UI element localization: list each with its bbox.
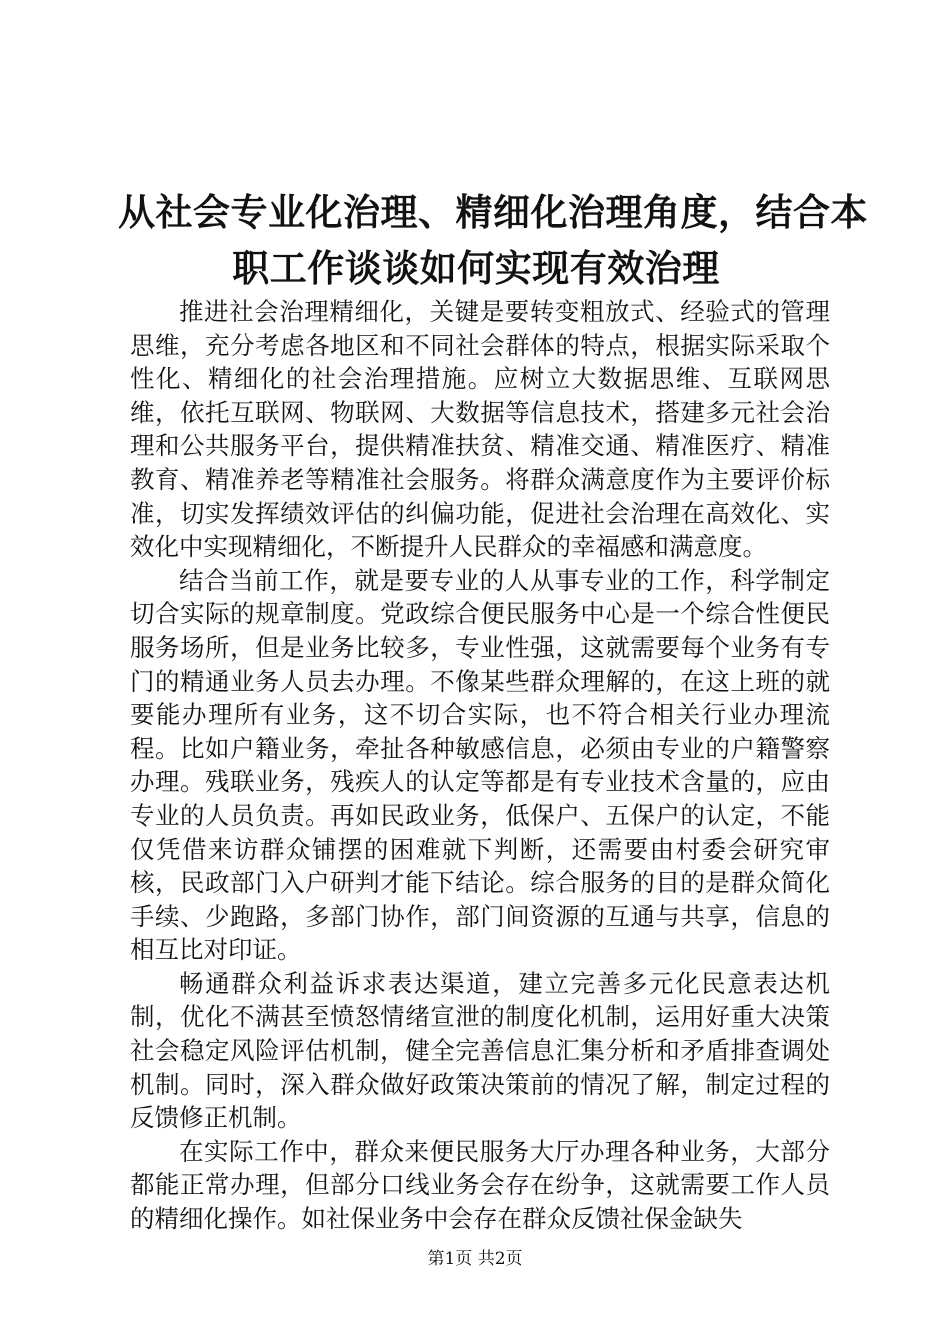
document-title [118, 184, 868, 296]
paragraph: 畅通群众利益诉求表达渠道，建立完善多元化民意表达机制，优化不满甚至愤怒情绪宣泄的制度化机制，运用好重大决策社会稳定风险评估机制，健全完善信息汇集分析和矛盾排查调处机制。同时，深入群众做好政策决策前的情况了解，制定过程的反馈修正机制。 [130, 968, 830, 1133]
page-footer: 第1页 共2页 [427, 1249, 523, 1269]
paragraph: 在实际工作中，群众来便民服务大厅办理各种业务，大部分都能正常办理，但部分口线业务会存在纷争，这就需要工作人员的精细化操作。如社保业务中会存在群众反馈社保金缺失 [130, 1136, 830, 1234]
document-body [130, 295, 830, 1236]
paragraph: 推进社会治理精细化，关键是要转变粗放式、经验式的管理思维，充分考虑各地区和不同社会群体的特点，根据实际采取个性化、精细化的社会治理措施。应树立大数据思维、互联网思维，依托互联网、物联网、大数据等信息技术，搭建多元社会治理和公共服务平台，提供精准扶贫、精准交通、精准医疗、精准教育、精准养老等精准社会服务。将群众满意度作为主要评价标准，切实发挥绩效评估的纠偏功能，促进社会治理在高效化、实效化中实现精细化，不断提升人民群众的幸福感和满意度。 [130, 297, 830, 562]
paragraph: 结合当前工作，就是要专业的人从事专业的工作，科学制定切合实际的规章制度。党政综合便民服务中心是一个综合性便民服务场所，但是业务比较多，专业性强，这就需要每个业务有专门的精通业务人员去办理。不像某些群众理解的，在这上班的就要能办理所有业务，这不切合实际，也不符合相关行业办理流程。比如户籍业务，牵扯各种敏感信息，必须由专业的户籍警察办理。残联业务，残疾人的认定等都是有专业技术含量的，应由专业的人员负责。再如民政业务，低保户、五保户的认定，不能仅凭借来访群众铺摆的困难就下判断，还需要由村委会研究审核，民政部门入户研判才能下结论。综合服务的目的是群众简化手续、少跑路，多部门协作，部门间资源的互通与共享，信息的相互比对印证。 [130, 565, 830, 965]
title-line-2: 职工作谈谈如何实现有效治理 [232, 246, 720, 290]
title-line-1: 从社会专业化治理、精细化治理角度，结合本 [118, 190, 868, 234]
